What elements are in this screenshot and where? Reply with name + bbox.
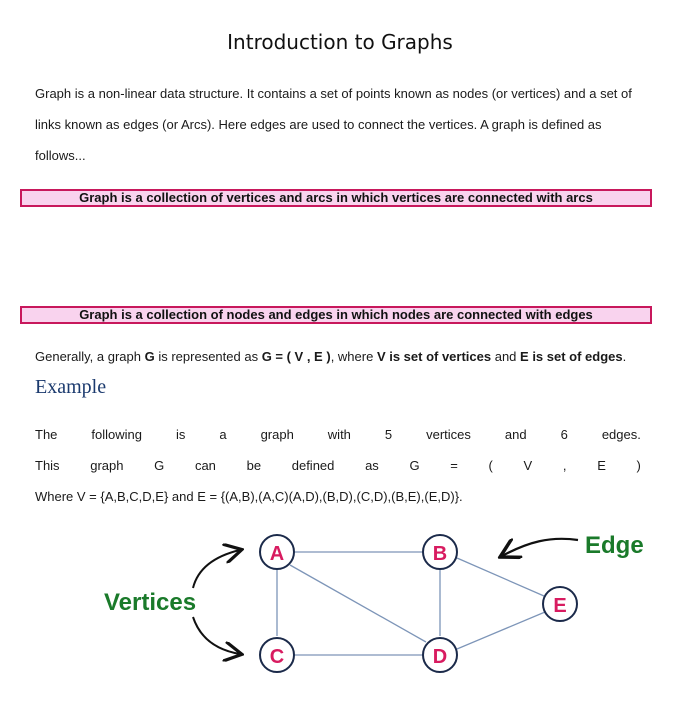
example-line-2-word: as [365, 458, 379, 473]
general-text-1: Generally, a graph [35, 349, 145, 364]
graph-equation: G = ( V , E ) [261, 349, 331, 364]
example-line-2-word: graph [90, 458, 124, 473]
page-title: Introduction to Graphs [227, 30, 453, 54]
example-line-2-word: E [597, 458, 606, 473]
example-line-2-word: ) [636, 458, 641, 473]
example-line-2-word: defined [291, 458, 335, 473]
node-a-label: A [269, 543, 285, 565]
general-text-2: is represented as [154, 349, 262, 364]
vertices-label: Vertices [104, 589, 197, 616]
edge-label: Edge [585, 532, 644, 559]
node-e-label: E [553, 595, 567, 617]
edge-e-d [457, 612, 545, 649]
arrow-to-node-c [193, 617, 240, 654]
example-line-2-word: , [562, 458, 567, 473]
example-line-2-word: V [523, 458, 533, 473]
node-d-label: D [432, 646, 448, 668]
example-line-1-word: vertices [426, 427, 471, 442]
general-text-3: , where [330, 349, 377, 364]
example-line-1-word: is [175, 427, 186, 442]
example-line-1-word: 5 [384, 427, 393, 442]
definition-box-1: Graph is a collection of vertices and arcs in which vertices are connected with arcs [20, 189, 652, 207]
node-c [260, 638, 294, 672]
example-line-2-word: G [154, 458, 165, 473]
example-line-2-word: = [450, 458, 458, 473]
definition-box-2: Graph is a collection of nodes and edges in which nodes are connected with edges [20, 306, 652, 324]
example-line-1-word: following [91, 427, 142, 442]
node-b [423, 535, 457, 569]
node-b-label: B [432, 543, 448, 565]
intro-paragraph: Graph is a non-linear data structure. It contains a set of points known as nodes (or vertices) and a set of links known as edges (or Arcs). Here edges are used to connect the vertices. A graph is defined as follows... [35, 86, 632, 163]
example-line-2-word: ( [488, 458, 493, 473]
example-line-2-word: be [246, 458, 262, 473]
edge-set-text: E is set of edges [520, 349, 623, 364]
node-a [260, 535, 294, 569]
example-line-2-word: can [194, 458, 216, 473]
example-line-3: Where V = {A,B,C,D,E} and E = {(A,B),(A,C)(A,D),(B,D),(C,D),(B,E),(E,D)}. [35, 489, 463, 504]
example-line-2-word: G [409, 458, 420, 473]
node-c-label: C [269, 646, 285, 668]
general-text-4: and [491, 349, 521, 364]
example-line-1-word: edges. [601, 427, 641, 442]
arrow-to-node-a [193, 550, 240, 588]
example-line-1-word: and [504, 427, 527, 442]
node-e [543, 587, 577, 621]
example-line-1-word: 6 [560, 427, 568, 442]
arrow-to-edge [502, 539, 578, 556]
graph-edges [277, 552, 545, 655]
example-line-1-word: with [327, 427, 351, 442]
node-d [423, 638, 457, 672]
example-line-1-word: The [35, 427, 58, 442]
general-text-5: . [622, 349, 627, 364]
example-line-1-word: a [219, 427, 227, 442]
edge-b-e [457, 558, 544, 596]
example-line-1-word: graph [260, 427, 294, 442]
graph-symbol: G [144, 349, 155, 364]
example-heading: Example [35, 376, 107, 398]
edge-a-d [290, 565, 426, 642]
example-line-2-word: This [35, 458, 60, 473]
vertex-set-text: V is set of vertices [376, 349, 492, 364]
